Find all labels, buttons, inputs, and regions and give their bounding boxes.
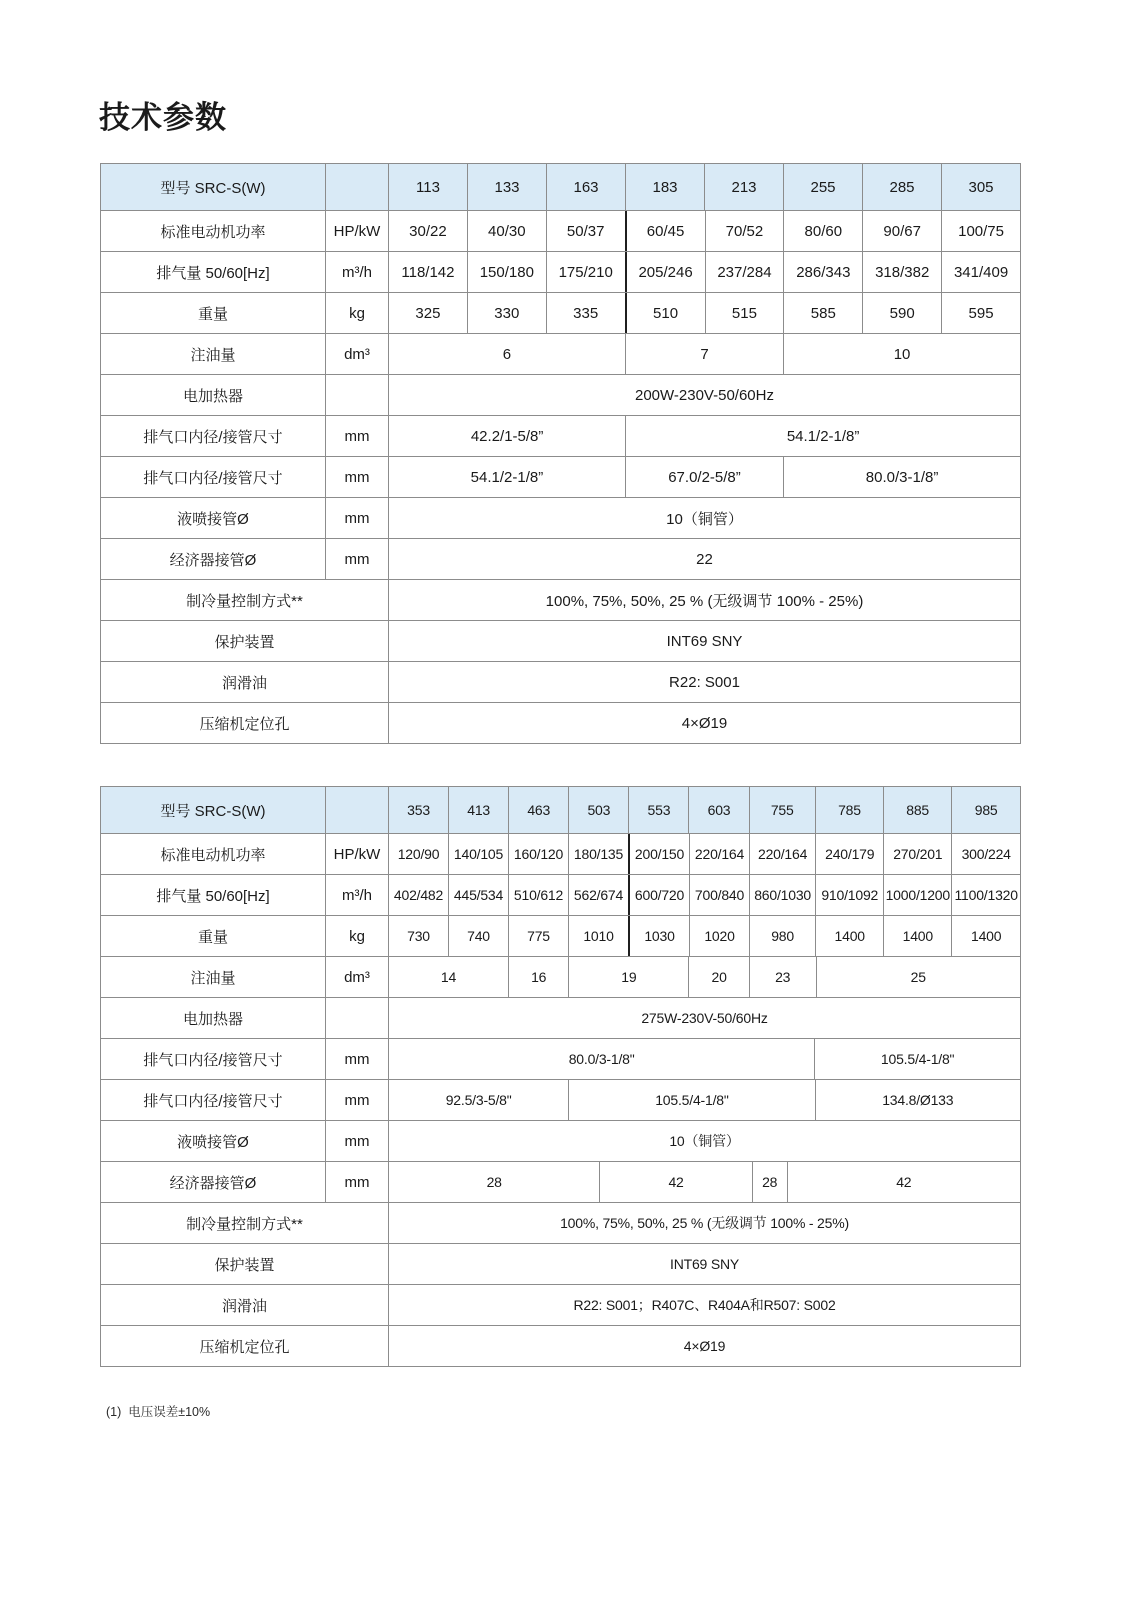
row-data bbox=[388, 916, 1020, 956]
model-header-cell: 785 bbox=[815, 787, 883, 833]
data-cell: 200/150 bbox=[628, 834, 689, 874]
data-cell: 25 bbox=[816, 957, 1020, 997]
unit-cell: mm bbox=[325, 1121, 388, 1161]
data-cell: 20 bbox=[688, 957, 748, 997]
data-cell: 1100/1320 bbox=[951, 875, 1020, 915]
data-cell: 16 bbox=[508, 957, 568, 997]
data-cell: 70/52 bbox=[705, 211, 784, 251]
row-label: 保护装置 bbox=[214, 633, 275, 651]
row-data bbox=[388, 416, 1020, 456]
row-label: 经济器接管Ø bbox=[169, 551, 257, 569]
row-label: 重量 bbox=[197, 305, 228, 323]
data-cell: 1010 bbox=[568, 916, 628, 956]
data-cell: INT69 SNY bbox=[388, 621, 1020, 661]
row-label: 压缩机定位孔 bbox=[199, 715, 290, 733]
row-data bbox=[388, 1162, 1020, 1202]
model-header-cell: 503 bbox=[568, 787, 628, 833]
row-data bbox=[388, 957, 1020, 997]
data-cell: 220/164 bbox=[689, 834, 749, 874]
model-header-cell: 213 bbox=[704, 164, 783, 210]
data-cell: 105.5/4-1/8" bbox=[568, 1080, 814, 1120]
unit-cell: mm bbox=[325, 539, 388, 579]
row-label: 保护装置 bbox=[214, 1256, 275, 1274]
data-cell: 860/1030 bbox=[749, 875, 815, 915]
data-cell: 40/30 bbox=[467, 211, 546, 251]
data-cell: 22 bbox=[388, 539, 1020, 579]
data-cell: 325 bbox=[388, 293, 467, 333]
data-cell: 42.2/1-5/8” bbox=[388, 416, 625, 456]
data-cell: 510 bbox=[625, 293, 705, 333]
table-header-row bbox=[101, 164, 1020, 210]
data-cell: 54.1/2-1/8” bbox=[625, 416, 1020, 456]
row-data bbox=[388, 539, 1020, 579]
data-cell: 140/105 bbox=[448, 834, 508, 874]
data-cell: 4×Ø19 bbox=[388, 703, 1020, 743]
data-cell: 595 bbox=[941, 293, 1020, 333]
row-data bbox=[388, 498, 1020, 538]
table-row bbox=[101, 456, 1020, 497]
data-cell: 134.8/Ø133 bbox=[815, 1080, 1020, 1120]
row-label: 型号 SRC-S(W) bbox=[160, 179, 266, 197]
data-cell: 775 bbox=[508, 916, 568, 956]
table-row bbox=[101, 292, 1020, 333]
data-cell: 341/409 bbox=[941, 252, 1020, 292]
data-cell: 6 bbox=[388, 334, 625, 374]
data-cell: 10（铜管） bbox=[388, 498, 1020, 538]
model-header-cell: 463 bbox=[508, 787, 568, 833]
row-data bbox=[388, 293, 1020, 333]
data-cell: 118/142 bbox=[388, 252, 467, 292]
row-data bbox=[388, 703, 1020, 743]
data-cell: 67.0/2-5/8” bbox=[625, 457, 783, 497]
unit-cell bbox=[325, 164, 388, 210]
unit-cell: kg bbox=[325, 293, 388, 333]
row-data bbox=[388, 875, 1020, 915]
model-header-cell: 603 bbox=[688, 787, 748, 833]
row-data bbox=[388, 621, 1020, 661]
model-header-cell: 183 bbox=[625, 164, 704, 210]
model-header-cell: 755 bbox=[749, 787, 815, 833]
row-label: 注油量 bbox=[190, 346, 236, 364]
data-cell: 700/840 bbox=[689, 875, 749, 915]
row-label: 标准电动机功率 bbox=[160, 223, 266, 241]
data-cell: 80.0/3-1/8" bbox=[388, 1039, 814, 1079]
model-header-cell: 553 bbox=[628, 787, 688, 833]
unit-cell: kg bbox=[325, 916, 388, 956]
row-label: 液喷接管Ø bbox=[177, 1133, 249, 1151]
row-data bbox=[388, 834, 1020, 874]
row-data bbox=[388, 1080, 1020, 1120]
data-cell: 28 bbox=[752, 1162, 787, 1202]
data-cell: 100/75 bbox=[941, 211, 1020, 251]
row-data bbox=[388, 580, 1020, 620]
unit-cell: mm bbox=[325, 457, 388, 497]
row-label: 经济器接管Ø bbox=[169, 1174, 257, 1192]
data-cell: 1000/1200 bbox=[883, 875, 951, 915]
data-cell: 200W-230V-50/60Hz bbox=[388, 375, 1020, 415]
data-cell: 600/720 bbox=[628, 875, 689, 915]
model-header-cell: 113 bbox=[388, 164, 467, 210]
unit-cell: mm bbox=[325, 1039, 388, 1079]
data-cell: INT69 SNY bbox=[388, 1244, 1020, 1284]
row-data bbox=[388, 1285, 1020, 1325]
row-data bbox=[388, 998, 1020, 1038]
data-cell: 23 bbox=[749, 957, 816, 997]
unit-cell: m³/h bbox=[325, 252, 388, 292]
data-cell: 275W-230V-50/60Hz bbox=[388, 998, 1020, 1038]
data-cell: 1030 bbox=[628, 916, 689, 956]
row-label: 排气口内径/接管尺寸 bbox=[143, 428, 283, 446]
table-row bbox=[101, 210, 1020, 251]
unit-cell: m³/h bbox=[325, 875, 388, 915]
data-cell: 1400 bbox=[815, 916, 883, 956]
data-cell: 92.5/3-5/8" bbox=[388, 1080, 568, 1120]
table-row bbox=[101, 833, 1020, 874]
data-cell: 402/482 bbox=[388, 875, 448, 915]
table-row bbox=[101, 497, 1020, 538]
data-cell: 150/180 bbox=[467, 252, 546, 292]
data-cell: 1020 bbox=[689, 916, 749, 956]
data-cell: 54.1/2-1/8” bbox=[388, 457, 625, 497]
data-cell: 740 bbox=[448, 916, 508, 956]
row-label: 排气口内径/接管尺寸 bbox=[143, 469, 283, 487]
table-row bbox=[101, 1038, 1020, 1079]
table-row bbox=[101, 333, 1020, 374]
data-cell: 330 bbox=[467, 293, 546, 333]
table-header-row bbox=[101, 787, 1020, 833]
model-header-cell: 255 bbox=[783, 164, 862, 210]
spec-table-small-models bbox=[100, 163, 1021, 744]
row-data bbox=[388, 1039, 1020, 1079]
data-cell: 60/45 bbox=[625, 211, 705, 251]
data-cell: 205/246 bbox=[625, 252, 705, 292]
row-data bbox=[388, 375, 1020, 415]
data-cell: 515 bbox=[705, 293, 784, 333]
unit-cell: dm³ bbox=[325, 334, 388, 374]
data-cell: 510/612 bbox=[508, 875, 568, 915]
table-row bbox=[101, 1079, 1020, 1120]
row-data bbox=[388, 1326, 1020, 1366]
data-cell: 180/135 bbox=[568, 834, 628, 874]
row-label: 排气口内径/接管尺寸 bbox=[143, 1051, 283, 1069]
model-header-cell: 133 bbox=[467, 164, 546, 210]
spec-table-large-models bbox=[100, 786, 1021, 1367]
row-label: 注油量 bbox=[190, 969, 236, 987]
data-cell: 80/60 bbox=[783, 211, 862, 251]
data-cell: 90/67 bbox=[862, 211, 941, 251]
table-row bbox=[101, 251, 1020, 292]
data-cell: 286/343 bbox=[783, 252, 862, 292]
data-cell: 585 bbox=[783, 293, 862, 333]
data-cell: 19 bbox=[568, 957, 688, 997]
table-row bbox=[101, 538, 1020, 579]
footnote: (1) 电压误差±10% bbox=[106, 1405, 211, 1419]
row-label: 制冷量控制方式** bbox=[186, 1215, 303, 1233]
data-cell: 42 bbox=[599, 1162, 751, 1202]
data-cell: R22: S001；R407C、R404A和R507: S002 bbox=[388, 1285, 1020, 1325]
row-data bbox=[388, 457, 1020, 497]
table-row bbox=[101, 1284, 1020, 1325]
data-cell: 237/284 bbox=[705, 252, 784, 292]
table-row bbox=[101, 997, 1020, 1038]
row-label: 型号 SRC-S(W) bbox=[160, 802, 266, 820]
row-data bbox=[388, 1121, 1020, 1161]
row-label: 电加热器 bbox=[182, 1010, 243, 1028]
data-cell: 240/179 bbox=[815, 834, 883, 874]
data-cell: 730 bbox=[388, 916, 448, 956]
data-cell: 100%, 75%, 50%, 25 % (无级调节 100% - 25%) bbox=[388, 580, 1020, 620]
unit-cell: mm bbox=[325, 416, 388, 456]
data-cell: 910/1092 bbox=[815, 875, 883, 915]
data-cell: 7 bbox=[625, 334, 783, 374]
data-cell: 42 bbox=[787, 1162, 1020, 1202]
unit-cell bbox=[325, 375, 388, 415]
row-label: 制冷量控制方式** bbox=[186, 592, 303, 610]
model-header-cell: 163 bbox=[546, 164, 625, 210]
data-cell: 100%, 75%, 50%, 25 % (无级调节 100% - 25%) bbox=[388, 1203, 1020, 1243]
row-label: 标准电动机功率 bbox=[160, 846, 266, 864]
table-row bbox=[101, 915, 1020, 956]
table-row bbox=[101, 956, 1020, 997]
table-row bbox=[101, 579, 1020, 620]
data-cell: 175/210 bbox=[546, 252, 625, 292]
data-cell: 1400 bbox=[883, 916, 951, 956]
row-label: 润滑油 bbox=[221, 1297, 267, 1315]
row-label: 润滑油 bbox=[221, 674, 267, 692]
unit-cell bbox=[325, 787, 388, 833]
row-label: 排气口内径/接管尺寸 bbox=[143, 1092, 283, 1110]
data-cell: 980 bbox=[749, 916, 815, 956]
model-header-cell: 353 bbox=[388, 787, 448, 833]
table-row bbox=[101, 1120, 1020, 1161]
data-cell: 120/90 bbox=[388, 834, 448, 874]
data-cell: 1400 bbox=[951, 916, 1020, 956]
table-row bbox=[101, 1161, 1020, 1202]
row-data bbox=[388, 662, 1020, 702]
table-row bbox=[101, 1325, 1020, 1366]
model-header-cell: 305 bbox=[941, 164, 1020, 210]
unit-cell: mm bbox=[325, 1080, 388, 1120]
row-label: 液喷接管Ø bbox=[177, 510, 249, 528]
model-header-cell: 885 bbox=[883, 787, 951, 833]
data-cell: 105.5/4-1/8" bbox=[814, 1039, 1020, 1079]
model-header-cell: 285 bbox=[862, 164, 941, 210]
unit-cell: mm bbox=[325, 1162, 388, 1202]
data-cell: 14 bbox=[388, 957, 508, 997]
data-cell: R22: S001 bbox=[388, 662, 1020, 702]
unit-cell: mm bbox=[325, 498, 388, 538]
data-cell: 445/534 bbox=[448, 875, 508, 915]
data-cell: 160/120 bbox=[508, 834, 568, 874]
row-label: 电加热器 bbox=[182, 387, 243, 405]
row-data bbox=[388, 787, 1020, 833]
table-row bbox=[101, 661, 1020, 702]
data-cell: 4×Ø19 bbox=[388, 1326, 1020, 1366]
row-label: 排气量 50/60[Hz] bbox=[156, 264, 270, 282]
table-row bbox=[101, 620, 1020, 661]
row-data bbox=[388, 252, 1020, 292]
row-label: 压缩机定位孔 bbox=[199, 1338, 290, 1356]
unit-cell: HP/kW bbox=[325, 834, 388, 874]
data-cell: 80.0/3-1/8” bbox=[783, 457, 1020, 497]
row-label: 重量 bbox=[197, 928, 228, 946]
row-data bbox=[388, 1244, 1020, 1284]
data-cell: 590 bbox=[862, 293, 941, 333]
table-row bbox=[101, 1202, 1020, 1243]
row-data bbox=[388, 1203, 1020, 1243]
unit-cell: dm³ bbox=[325, 957, 388, 997]
row-data bbox=[388, 334, 1020, 374]
row-label: 排气量 50/60[Hz] bbox=[156, 887, 270, 905]
row-data bbox=[388, 211, 1020, 251]
data-cell: 318/382 bbox=[862, 252, 941, 292]
data-cell: 562/674 bbox=[568, 875, 628, 915]
data-cell: 50/37 bbox=[546, 211, 625, 251]
table-row bbox=[101, 415, 1020, 456]
data-cell: 270/201 bbox=[883, 834, 951, 874]
table-row bbox=[101, 874, 1020, 915]
data-cell: 30/22 bbox=[388, 211, 467, 251]
data-cell: 220/164 bbox=[749, 834, 815, 874]
unit-cell bbox=[325, 998, 388, 1038]
row-data bbox=[388, 164, 1020, 210]
data-cell: 335 bbox=[546, 293, 625, 333]
table-row bbox=[101, 374, 1020, 415]
table-row bbox=[101, 1243, 1020, 1284]
model-header-cell: 985 bbox=[951, 787, 1020, 833]
data-cell: 28 bbox=[388, 1162, 599, 1202]
table-row bbox=[101, 702, 1020, 743]
data-cell: 10（铜管） bbox=[388, 1121, 1020, 1161]
model-header-cell: 413 bbox=[448, 787, 508, 833]
page-title: 技术参数 bbox=[99, 100, 227, 135]
data-cell: 300/224 bbox=[951, 834, 1020, 874]
unit-cell: HP/kW bbox=[325, 211, 388, 251]
data-cell: 10 bbox=[783, 334, 1020, 374]
